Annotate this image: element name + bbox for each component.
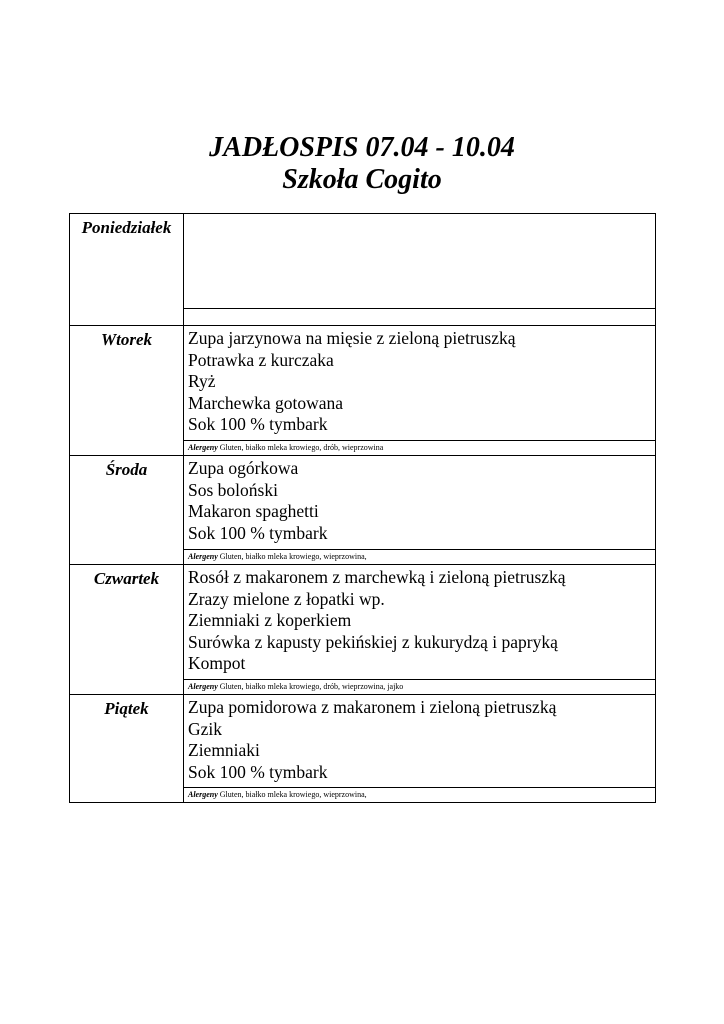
day-name: Piątek bbox=[70, 695, 184, 803]
day-name: Wtorek bbox=[70, 326, 184, 456]
dish-item: Sok 100 % tymbark bbox=[188, 414, 328, 435]
allergen-label: Alergeny bbox=[188, 682, 218, 691]
allergen-info bbox=[184, 788, 656, 803]
dish-item: Zupa ogórkowa bbox=[188, 458, 299, 478]
dish-item: Potrawka z kurczaka bbox=[188, 349, 334, 370]
day-row-friday bbox=[70, 695, 656, 788]
dish-item: Zupa pomidorowa z makaronem i zieloną pietruszką bbox=[188, 697, 557, 717]
day-name: Czwartek bbox=[70, 565, 184, 695]
dish-item: Ziemniaki z koperkiem bbox=[188, 610, 352, 631]
dish-list bbox=[184, 326, 656, 441]
document-header bbox=[0, 132, 724, 196]
allergen-info bbox=[184, 441, 656, 456]
day-name: Środa bbox=[70, 456, 184, 565]
dish-list bbox=[184, 565, 656, 680]
day-name: Poniedziałek bbox=[70, 214, 184, 326]
weekly-menu-table bbox=[69, 213, 656, 803]
school-name: Szkoła Cogito bbox=[282, 164, 442, 195]
dish-list bbox=[184, 456, 656, 550]
dish-item: Gzik bbox=[188, 718, 223, 739]
day-row-tuesday bbox=[70, 326, 656, 441]
dish-item: Sok 100 % tymbark bbox=[188, 761, 328, 782]
dish-item: Surówka z kapusty pekińskiej z kukurydzą i papryką bbox=[188, 631, 558, 652]
allergen-label: Alergeny bbox=[188, 443, 218, 452]
dish-list bbox=[184, 214, 656, 309]
dish-list bbox=[184, 695, 656, 788]
dish-item: Zrazy mielone z łopatki wp. bbox=[188, 588, 385, 609]
dish-item: Kompot bbox=[188, 653, 246, 674]
dish-item: Ryż bbox=[188, 371, 216, 392]
allergen-list: Gluten, białko mleka krowiego, wieprzowina, bbox=[219, 552, 367, 561]
allergen-info bbox=[184, 680, 656, 695]
allergen-list: Gluten, białko mleka krowiego, drób, wieprzowina, jajko bbox=[219, 682, 404, 691]
dish-item: Sos boloński bbox=[188, 479, 278, 500]
dish-item: Zupa jarzynowa na mięsie z zieloną pietruszką bbox=[188, 328, 516, 348]
allergen-info bbox=[184, 550, 656, 565]
allergen-list: Gluten, białko mleka krowiego, drób, wieprzowina bbox=[219, 443, 384, 452]
day-row-thursday bbox=[70, 565, 656, 680]
dish-item: Ziemniaki bbox=[188, 740, 260, 761]
allergen-label: Alergeny bbox=[188, 790, 218, 799]
day-row-wednesday bbox=[70, 456, 656, 550]
day-row-monday bbox=[70, 214, 656, 309]
allergen-info bbox=[184, 309, 656, 326]
allergen-list: Gluten, białko mleka krowiego, wieprzowina, bbox=[219, 790, 367, 799]
dish-item: Sok 100 % tymbark bbox=[188, 522, 328, 543]
menu-title: JADŁOSPIS 07.04 - 10.04 bbox=[209, 132, 515, 163]
allergen-label: Alergeny bbox=[188, 552, 218, 561]
dish-item: Makaron spaghetti bbox=[188, 501, 319, 522]
dish-item: Marchewka gotowana bbox=[188, 392, 344, 413]
dish-item: Rosół z makaronem z marchewką i zieloną pietruszką bbox=[188, 567, 566, 587]
